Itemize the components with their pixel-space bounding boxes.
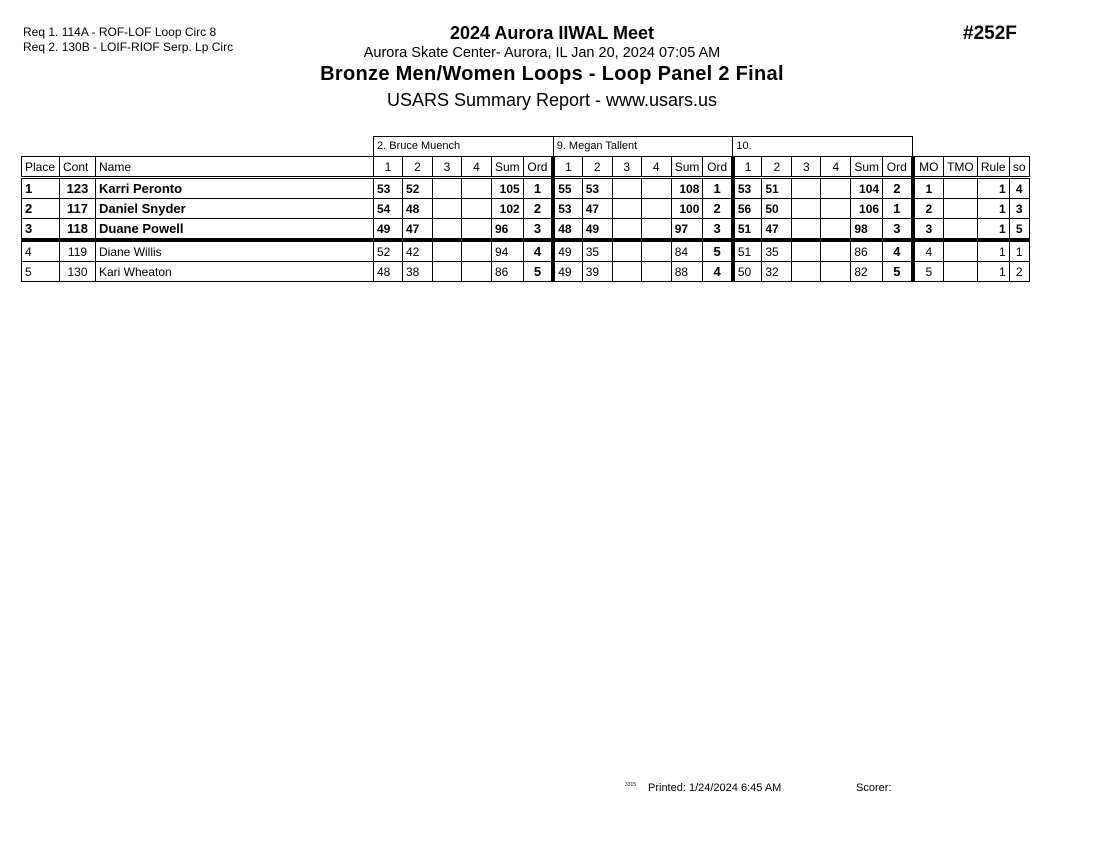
rule-cell: 1 <box>977 240 1009 262</box>
tmo-cell <box>944 199 978 219</box>
scorer-label: Scorer: <box>856 782 892 794</box>
score-4-cell <box>641 199 671 219</box>
sum-cell: 84 <box>671 240 703 262</box>
rule-cell: 1 <box>977 178 1009 199</box>
score-2-cell: 32 <box>762 262 792 282</box>
score-1-cell: 50 <box>733 262 762 282</box>
col-judge-2-1: 1 <box>553 157 582 178</box>
sum-cell: 86 <box>851 240 883 262</box>
place-cell: 1 <box>22 178 60 199</box>
ordinal-cell: 2 <box>523 199 553 219</box>
sum-cell: 102 <box>492 199 524 219</box>
col-judge-2-3: 3 <box>612 157 641 178</box>
sum-cell: 106 <box>851 199 883 219</box>
score-4-cell <box>821 262 851 282</box>
score-2-cell: 51 <box>762 178 792 199</box>
judge-3-name: 10. <box>733 137 913 157</box>
score-3-cell <box>612 219 641 241</box>
score-1-cell: 55 <box>553 178 582 199</box>
contestant-number-cell: 119 <box>60 240 96 262</box>
score-2-cell: 52 <box>403 178 433 199</box>
rule-cell: 1 <box>977 262 1009 282</box>
score-2-cell: 48 <box>403 199 433 219</box>
col-judge-1-sum: Sum <box>492 157 524 178</box>
col-tmo: TMO <box>944 157 978 178</box>
event-code: #252F <box>963 23 1017 44</box>
col-judge-3-sum: Sum <box>851 157 883 178</box>
score-2-cell: 35 <box>762 240 792 262</box>
score-4-cell <box>641 178 671 199</box>
so-cell: 5 <box>1009 219 1029 241</box>
score-1-cell: 53 <box>553 199 582 219</box>
col-judge-2-sum: Sum <box>671 157 703 178</box>
score-1-cell: 53 <box>374 178 403 199</box>
score-1-cell: 48 <box>374 262 403 282</box>
contestant-number-cell: 117 <box>60 199 96 219</box>
score-3-cell <box>433 219 462 241</box>
ordinal-cell: 5 <box>883 262 913 282</box>
contestant-number-cell: 118 <box>60 219 96 241</box>
score-4-cell <box>462 199 492 219</box>
col-judge-2-2: 2 <box>582 157 612 178</box>
col-cont: Cont <box>60 157 96 178</box>
score-1-cell: 53 <box>733 178 762 199</box>
score-2-cell: 53 <box>582 178 612 199</box>
score-4-cell <box>462 178 492 199</box>
score-2-cell: 39 <box>582 262 612 282</box>
score-1-cell: 48 <box>553 219 582 241</box>
score-2-cell: 47 <box>403 219 433 241</box>
so-cell: 3 <box>1009 199 1029 219</box>
score-4-cell <box>641 240 671 262</box>
judge-1-name: 2. Bruce Muench <box>374 137 554 157</box>
skater-name-cell: Diane Willis <box>96 240 374 262</box>
col-place: Place <box>22 157 60 178</box>
tmo-cell <box>944 219 978 241</box>
sum-cell: 100 <box>671 199 703 219</box>
ordinal-cell: 2 <box>883 178 913 199</box>
score-1-cell: 54 <box>374 199 403 219</box>
ordinal-cell: 4 <box>523 240 553 262</box>
score-3-cell <box>433 240 462 262</box>
score-1-cell: 49 <box>553 240 582 262</box>
col-judge-2-ord: Ord <box>703 157 733 178</box>
skater-name-cell: Karri Peronto <box>96 178 374 199</box>
score-3-cell <box>792 240 821 262</box>
tmo-cell <box>944 178 978 199</box>
score-4-cell <box>462 262 492 282</box>
contestant-number-cell: 123 <box>60 178 96 199</box>
col-rule: Rule <box>977 157 1009 178</box>
ordinal-cell: 1 <box>703 178 733 199</box>
sum-cell: 108 <box>671 178 703 199</box>
ordinal-cell: 3 <box>883 219 913 241</box>
sum-cell: 105 <box>492 178 524 199</box>
score-4-cell <box>462 219 492 241</box>
ordinal-cell: 1 <box>523 178 553 199</box>
report-subtitle: USARS Summary Report - www.usars.us <box>386 90 718 110</box>
score-1-cell: 49 <box>553 262 582 282</box>
score-2-cell: 35 <box>582 240 612 262</box>
score-2-cell: 42 <box>403 240 433 262</box>
so-cell: 2 <box>1009 262 1029 282</box>
score-4-cell <box>641 219 671 241</box>
score-4-cell <box>821 219 851 241</box>
score-1-cell: 49 <box>374 219 403 241</box>
meet-title: 2024 Aurora IIWAL Meet <box>449 23 655 43</box>
event-title: Bronze Men/Women Loops - Loop Panel 2 Final <box>320 63 784 85</box>
judges-row <box>22 137 1030 157</box>
ordinal-cell: 5 <box>523 262 553 282</box>
sum-cell: 82 <box>851 262 883 282</box>
score-4-cell <box>462 240 492 262</box>
score-2-cell: 38 <box>403 262 433 282</box>
col-judge-3-4: 4 <box>821 157 851 178</box>
score-3-cell <box>612 178 641 199</box>
score-2-cell: 50 <box>762 199 792 219</box>
results-table <box>21 136 1030 282</box>
mo-cell: 1 <box>913 178 944 199</box>
table-row <box>22 178 1030 199</box>
sum-cell: 98 <box>851 219 883 241</box>
so-cell: 1 <box>1009 240 1029 262</box>
score-3-cell <box>792 219 821 241</box>
ordinal-cell: 1 <box>883 199 913 219</box>
col-judge-3-ord: Ord <box>883 157 913 178</box>
skater-name-cell: Kari Wheaton <box>96 262 374 282</box>
score-3-cell <box>433 178 462 199</box>
col-judge-1-2: 2 <box>403 157 433 178</box>
score-2-cell: 47 <box>582 199 612 219</box>
so-cell: 4 <box>1009 178 1029 199</box>
location-date: Aurora Skate Center- Aurora, IL Jan 20, 2024 07:05 AM <box>363 45 721 61</box>
requirement-1: Req 1. 114A - ROF-LOF Loop Circ 8 <box>23 25 217 39</box>
ordinal-cell: 4 <box>703 262 733 282</box>
score-4-cell <box>821 199 851 219</box>
mo-cell: 3 <box>913 219 944 241</box>
col-judge-3-2: 2 <box>762 157 792 178</box>
table-row <box>22 199 1030 219</box>
col-so: so <box>1009 157 1029 178</box>
score-2-cell: 47 <box>762 219 792 241</box>
score-3-cell <box>433 262 462 282</box>
score-3-cell <box>612 262 641 282</box>
ordinal-cell: 5 <box>703 240 733 262</box>
sum-cell: 104 <box>851 178 883 199</box>
tmo-cell <box>944 262 978 282</box>
table-row <box>22 262 1030 282</box>
printed-timestamp: Printed: 1/24/2024 6:45 AM <box>648 782 782 794</box>
sum-cell: 86 <box>492 262 524 282</box>
table-row <box>22 219 1030 241</box>
place-cell: 2 <box>22 199 60 219</box>
mo-cell: 5 <box>913 262 944 282</box>
score-3-cell <box>433 199 462 219</box>
col-judge-2-4: 4 <box>641 157 671 178</box>
score-3-cell <box>612 199 641 219</box>
score-1-cell: 56 <box>733 199 762 219</box>
col-name: Name <box>96 157 374 178</box>
rule-cell: 1 <box>977 219 1009 241</box>
contestant-number-cell: 130 <box>60 262 96 282</box>
place-cell: 4 <box>22 240 60 262</box>
score-4-cell <box>641 262 671 282</box>
requirement-2: Req 2. 130B - LOIF-RIOF Serp. Lp Circ <box>23 40 234 54</box>
tmo-cell <box>944 240 978 262</box>
score-1-cell: 51 <box>733 219 762 241</box>
sum-cell: 88 <box>671 262 703 282</box>
table-row <box>22 240 1030 262</box>
skater-name-cell: Daniel Snyder <box>96 199 374 219</box>
col-judge-3-1: 1 <box>733 157 762 178</box>
ordinal-cell: 4 <box>883 240 913 262</box>
score-3-cell <box>792 199 821 219</box>
score-4-cell <box>821 240 851 262</box>
col-mo: MO <box>913 157 944 178</box>
rule-cell: 1 <box>977 199 1009 219</box>
score-2-cell: 49 <box>582 219 612 241</box>
score-1-cell: 52 <box>374 240 403 262</box>
col-judge-3-3: 3 <box>792 157 821 178</box>
judge-2-name: 9. Megan Tallent <box>553 137 733 157</box>
tiny-code: 3315 <box>625 782 637 788</box>
col-judge-1-4: 4 <box>462 157 492 178</box>
col-judge-1-ord: Ord <box>523 157 553 178</box>
ordinal-cell: 3 <box>703 219 733 241</box>
column-header-row <box>22 157 1030 178</box>
sum-cell: 94 <box>492 240 524 262</box>
score-3-cell <box>792 262 821 282</box>
place-cell: 3 <box>22 219 60 241</box>
score-1-cell: 51 <box>733 240 762 262</box>
sum-cell: 96 <box>492 219 524 241</box>
sum-cell: 97 <box>671 219 703 241</box>
col-judge-1-3: 3 <box>433 157 462 178</box>
mo-cell: 4 <box>913 240 944 262</box>
score-3-cell <box>612 240 641 262</box>
mo-cell: 2 <box>913 199 944 219</box>
score-4-cell <box>821 178 851 199</box>
place-cell: 5 <box>22 262 60 282</box>
score-3-cell <box>792 178 821 199</box>
skater-name-cell: Duane Powell <box>96 219 374 241</box>
ordinal-cell: 2 <box>703 199 733 219</box>
ordinal-cell: 3 <box>523 219 553 241</box>
col-judge-1-1: 1 <box>374 157 403 178</box>
